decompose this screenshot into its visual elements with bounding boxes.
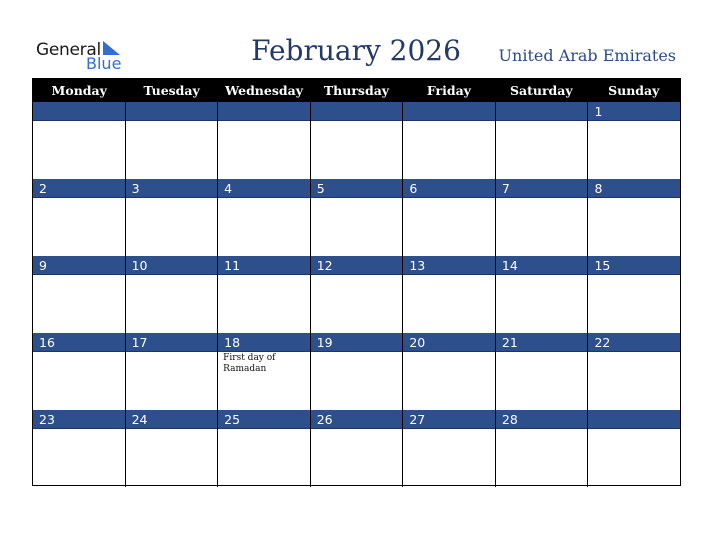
day-body — [33, 121, 125, 179]
day-number: 4 — [218, 179, 310, 198]
day-number: 9 — [33, 256, 125, 275]
day-body — [496, 275, 588, 333]
weekday-thursday: Thursday — [323, 83, 390, 98]
day-body — [588, 429, 680, 487]
logo-text-general: General — [36, 40, 101, 60]
day-body — [496, 429, 588, 487]
day-cell[interactable] — [495, 333, 588, 410]
day-body — [588, 198, 680, 256]
day-body — [403, 198, 495, 256]
weekday-saturday: Saturday — [509, 83, 573, 98]
day-number: 20 — [403, 333, 495, 352]
day-cell[interactable] — [495, 179, 588, 256]
day-number: 17 — [126, 333, 218, 352]
day-body — [588, 121, 680, 179]
day-number: 10 — [126, 256, 218, 275]
day-number: 28 — [496, 410, 588, 429]
day-cell[interactable] — [33, 256, 125, 333]
day-cell[interactable] — [402, 410, 495, 487]
day-cell[interactable] — [33, 179, 125, 256]
day-number: 25 — [218, 410, 310, 429]
day-body — [311, 275, 403, 333]
day-body — [33, 352, 125, 410]
day-number: 6 — [403, 179, 495, 198]
day-cell[interactable] — [125, 179, 218, 256]
day-cell[interactable] — [33, 333, 125, 410]
day-number: 3 — [126, 179, 218, 198]
day-number — [311, 102, 403, 121]
day-body — [403, 352, 495, 410]
day-body — [588, 352, 680, 410]
calendar-weeks — [33, 102, 680, 487]
day-number — [403, 102, 495, 121]
day-cell[interactable] — [310, 102, 403, 179]
day-number: 16 — [33, 333, 125, 352]
calendar-grid — [32, 78, 681, 486]
day-body — [496, 198, 588, 256]
day-cell[interactable] — [587, 179, 680, 256]
day-number: 27 — [403, 410, 495, 429]
day-number: 12 — [311, 256, 403, 275]
day-number: 23 — [33, 410, 125, 429]
day-number: 13 — [403, 256, 495, 275]
weekday-monday: Monday — [51, 83, 107, 98]
day-number: 14 — [496, 256, 588, 275]
day-body — [496, 352, 588, 410]
day-cell[interactable] — [495, 410, 588, 487]
week-row — [33, 333, 680, 410]
day-number: 21 — [496, 333, 588, 352]
day-number — [33, 102, 125, 121]
day-body — [33, 429, 125, 487]
day-body — [126, 121, 218, 179]
day-number: 24 — [126, 410, 218, 429]
weekday-tuesday: Tuesday — [143, 83, 200, 98]
day-number — [588, 410, 680, 429]
day-body — [403, 275, 495, 333]
day-body — [218, 352, 310, 410]
day-cell[interactable] — [217, 410, 310, 487]
day-number: 11 — [218, 256, 310, 275]
day-body — [126, 275, 218, 333]
day-cell[interactable] — [310, 179, 403, 256]
day-number: 2 — [33, 179, 125, 198]
day-body — [403, 121, 495, 179]
holiday-event: First day of Ramadan — [223, 353, 276, 374]
day-body — [311, 121, 403, 179]
day-cell[interactable] — [587, 410, 680, 487]
weekday-friday: Friday — [426, 83, 471, 98]
day-cell[interactable] — [217, 179, 310, 256]
day-number: 1 — [588, 102, 680, 121]
day-cell[interactable] — [33, 102, 125, 179]
day-number: 15 — [588, 256, 680, 275]
page-title: February 2026 — [251, 34, 461, 67]
day-cell[interactable] — [402, 333, 495, 410]
day-number: 22 — [588, 333, 680, 352]
day-number — [496, 102, 588, 121]
day-cell[interactable] — [125, 256, 218, 333]
day-cell[interactable] — [217, 256, 310, 333]
day-cell[interactable] — [217, 333, 310, 410]
country-label: United Arab Emirates — [498, 46, 676, 65]
day-body — [33, 198, 125, 256]
day-body — [33, 275, 125, 333]
day-cell[interactable] — [217, 102, 310, 179]
week-row — [33, 256, 680, 333]
generalblue-logo — [36, 40, 128, 74]
week-row — [33, 410, 680, 487]
day-cell[interactable] — [310, 256, 403, 333]
day-number — [126, 102, 218, 121]
day-body — [496, 121, 588, 179]
day-number: 18 — [218, 333, 310, 352]
day-cell[interactable] — [125, 410, 218, 487]
day-cell[interactable] — [402, 256, 495, 333]
day-body — [126, 429, 218, 487]
day-cell[interactable] — [33, 410, 125, 487]
day-cell[interactable] — [587, 102, 680, 179]
day-body — [218, 429, 310, 487]
day-cell[interactable] — [587, 256, 680, 333]
day-cell[interactable] — [310, 410, 403, 487]
day-body — [311, 198, 403, 256]
day-body — [311, 429, 403, 487]
day-body — [126, 198, 218, 256]
weekday-sunday: Sunday — [608, 83, 660, 98]
day-cell[interactable] — [125, 333, 218, 410]
day-body — [218, 275, 310, 333]
day-number: 8 — [588, 179, 680, 198]
day-cell[interactable] — [495, 102, 588, 179]
day-number: 26 — [311, 410, 403, 429]
week-row — [33, 102, 680, 179]
day-number — [218, 102, 310, 121]
week-row — [33, 179, 680, 256]
day-cell[interactable] — [402, 179, 495, 256]
day-body — [403, 429, 495, 487]
day-number: 19 — [311, 333, 403, 352]
day-body — [218, 121, 310, 179]
weekday-wednesday: Wednesday — [225, 83, 303, 98]
day-cell[interactable] — [587, 333, 680, 410]
day-body — [126, 352, 218, 410]
day-cell[interactable] — [402, 102, 495, 179]
day-body — [588, 275, 680, 333]
day-number: 7 — [496, 179, 588, 198]
day-body — [311, 352, 403, 410]
day-cell[interactable] — [125, 102, 218, 179]
day-cell[interactable] — [310, 333, 403, 410]
day-body — [218, 198, 310, 256]
day-number: 5 — [311, 179, 403, 198]
logo-text-blue: Blue — [86, 54, 122, 73]
day-cell[interactable] — [495, 256, 588, 333]
weekday-header-row — [33, 79, 680, 102]
